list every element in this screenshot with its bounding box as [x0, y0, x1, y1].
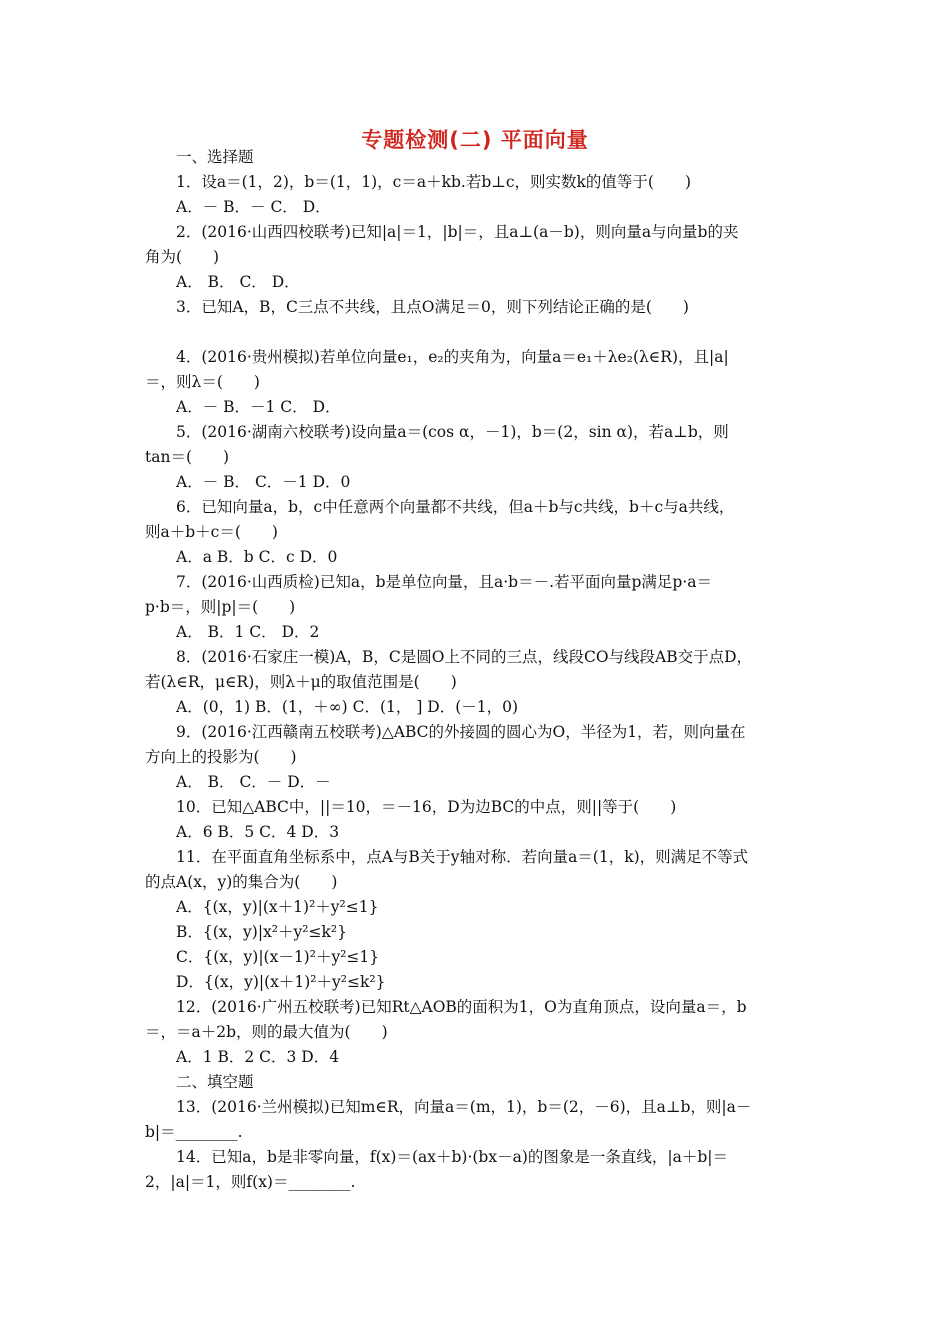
- question-11-option-d: D．{(x，y)|(x＋1)²＋y²≤k²}: [176, 973, 386, 991]
- question-8-cont: 若(λ∈R，μ∈R)，则λ＋μ的取值范围是( ): [145, 673, 457, 691]
- question-11-option-b: B．{(x，y)|x²＋y²≤k²}: [176, 923, 347, 941]
- section-heading-choice: 一、选择题: [176, 148, 254, 166]
- question-9: 9．(2016·江西赣南五校联考)△ABC的外接圆的圆心为O，半径为1，若，则向量在: [176, 723, 746, 741]
- question-13: 13．(2016·兰州模拟)已知m∈R，向量a＝(m，1)，b＝(2，－6)，且a⊥b，则|a－: [176, 1098, 752, 1116]
- question-11-cont: 的点A(x，y)的集合为( ): [145, 873, 338, 891]
- section-heading-fill: 二、填空题: [176, 1073, 254, 1091]
- question-12: 12．(2016·广州五校联考)已知Rt△AOB的面积为1，O为直角顶点，设向量a＝，b: [176, 998, 747, 1016]
- question-6: 6．已知向量a，b，c中任意两个向量都不共线，但a＋b与c共线，b＋c与a共线，: [176, 498, 735, 516]
- question-14: 14．已知a，b是非零向量，f(x)＝(ax＋b)·(bx－a)的图象是一条直线，|a＋b|＝: [176, 1148, 728, 1166]
- page-title: 专题检测(二) 平面向量: [361, 128, 589, 152]
- question-8: 8．(2016·石家庄一模)A，B，C是圆O上不同的三点，线段CO与线段AB交于点D，: [176, 648, 753, 666]
- question-5-options: A．－ B． C．－1 D．0: [176, 473, 351, 491]
- question-4-options: A．－ B．－1 C． D．: [176, 398, 341, 416]
- question-6-cont: 则a＋b＋c＝( ): [145, 523, 278, 541]
- question-7: 7．(2016·山西质检)已知a，b是单位向量，且a·b＝－.若平面向量p满足p·a＝: [176, 573, 713, 591]
- question-12-options: A．1 B．2 C．3 D．4: [176, 1048, 340, 1066]
- question-5: 5．(2016·湖南六校联考)设向量a＝(cos α，－1)，b＝(2，sin α)，若a⊥b，则: [176, 423, 729, 441]
- question-7-options: A． B．1 C． D．2: [176, 623, 320, 641]
- question-8-options: A．(0，1) B．(1，＋∞) C．(1， ] D．(－1，0): [176, 698, 519, 716]
- question-4: 4．(2016·贵州模拟)若单位向量e₁，e₂的夹角为，向量a＝e₁＋λe₂(λ∈R)，且|a|: [176, 348, 729, 366]
- question-12-cont: ＝，＝a＋2b，则的最大值为( ): [145, 1023, 388, 1041]
- question-2-options: A． B． C． D．: [176, 273, 300, 291]
- question-14-cont: 2，|a|＝1，则f(x)＝________.: [145, 1173, 356, 1191]
- question-2-cont: 角为( ): [145, 248, 220, 266]
- question-11-option-a: A．{(x，y)|(x＋1)²＋y²≤1}: [176, 898, 379, 916]
- question-13-cont: b|＝________.: [145, 1123, 243, 1141]
- question-2: 2．(2016·山西四校联考)已知|a|＝1，|b|＝，且a⊥(a－b)，则向量a与向量b的夹: [176, 223, 739, 241]
- question-1: 1．设a＝(1，2)，b＝(1，1)，c＝a＋kb.若b⊥c，则实数k的值等于( ): [176, 173, 691, 191]
- question-7-cont: p·b＝，则|p|＝( ): [145, 598, 296, 616]
- question-5-cont: tan＝( ): [145, 448, 230, 466]
- question-10: 10．已知△ABC中，||＝10，＝－16，D为边BC的中点，则||等于( ): [176, 798, 677, 816]
- question-4-cont: ＝，则λ＝( ): [145, 373, 260, 391]
- question-11-option-c: C．{(x，y)|(x－1)²＋y²≤1}: [176, 948, 380, 966]
- question-1-options: A．－ B．－ C． D．: [176, 198, 331, 216]
- question-11: 11．在平面直角坐标系中，点A与B关于y轴对称．若向量a＝(1，k)，则满足不等式: [176, 848, 749, 866]
- question-6-options: A．a B．b C．c D．0: [176, 548, 338, 566]
- question-10-options: A．6 B．5 C．4 D．3: [176, 823, 340, 841]
- question-9-options: A． B． C．－ D．－: [176, 773, 331, 791]
- question-9-cont: 方向上的投影为( ): [145, 748, 297, 766]
- question-3: 3．已知A，B，C三点不共线，且点O满足＝0，则下列结论正确的是( ): [176, 298, 689, 316]
